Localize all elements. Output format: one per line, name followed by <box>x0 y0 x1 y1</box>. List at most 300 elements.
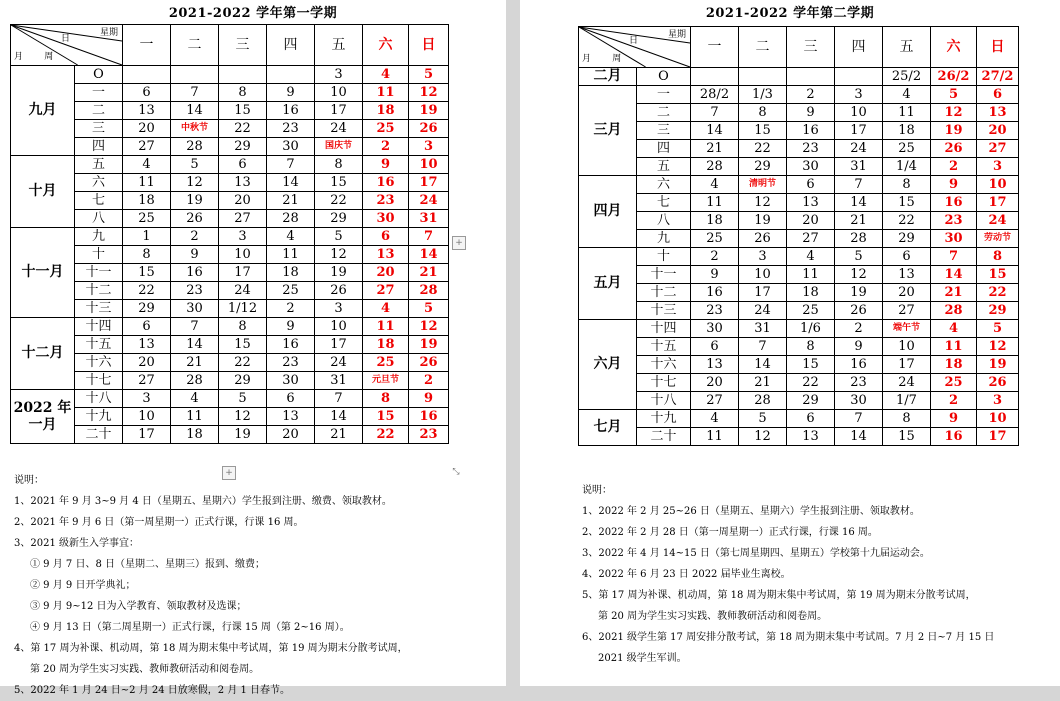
note-line: 4、第 17 周为补课、机动周，第 18 周为期末集中考试周，第 19 周为期末分散考试周， <box>14 643 408 654</box>
table-row <box>579 302 1019 320</box>
day-cell: 20 <box>977 122 1019 140</box>
weekday-header: 一 <box>123 25 171 66</box>
calendar-table <box>10 24 449 444</box>
day-cell: 26 <box>739 230 787 248</box>
day-cell: 2 <box>691 248 739 266</box>
day-cell: 15 <box>883 428 931 446</box>
weekday-header: 二 <box>739 27 787 68</box>
table-row <box>579 104 1019 122</box>
week-number: 一 <box>637 86 691 104</box>
day-cell: 28 <box>409 282 449 300</box>
day-cell: 25 <box>691 230 739 248</box>
day-cell: 18 <box>787 284 835 302</box>
day-cell: 27 <box>123 372 171 390</box>
table-row <box>11 354 449 372</box>
holiday-cell: 清明节 <box>739 176 787 194</box>
note-line: 6、2021 级学生第 17 周安排分散考试，第 18 周为期末集中考试周。7 月 2 日~7 月 15 日 <box>582 632 995 643</box>
day-cell: 30 <box>835 392 883 410</box>
day-cell: 12 <box>977 338 1019 356</box>
day-cell: 30 <box>931 230 977 248</box>
note-line: 1、2022 年 2 月 25~26 日（星期五、星期六）学生报到注册、领取教材。 <box>582 506 920 517</box>
day-cell: 4 <box>691 410 739 428</box>
day-cell: 19 <box>835 284 883 302</box>
day-cell: 7 <box>931 248 977 266</box>
day-cell: 15 <box>219 102 267 120</box>
table-row <box>11 246 449 264</box>
day-cell: 26 <box>931 140 977 158</box>
day-cell: 25 <box>787 302 835 320</box>
day-cell <box>267 66 315 84</box>
day-cell: 9 <box>267 84 315 102</box>
holiday-cell: 劳动节 <box>977 230 1019 248</box>
week-number: 二 <box>637 104 691 122</box>
week-number: 八 <box>637 212 691 230</box>
day-cell: 20 <box>219 192 267 210</box>
day-cell: 9 <box>363 156 409 174</box>
day-cell: 13 <box>219 174 267 192</box>
day-cell: 17 <box>835 122 883 140</box>
header-row <box>11 25 449 66</box>
corner-weekday-label: 星期 <box>99 28 118 38</box>
day-cell: 3 <box>315 300 363 318</box>
day-cell: 2 <box>787 86 835 104</box>
day-cell: 19 <box>315 264 363 282</box>
day-cell: 18 <box>363 336 409 354</box>
week-number: 四 <box>637 140 691 158</box>
day-cell: 5 <box>977 320 1019 338</box>
day-cell: 6 <box>787 410 835 428</box>
day-cell: 13 <box>787 194 835 212</box>
day-cell: 4 <box>171 390 219 408</box>
day-cell: 8 <box>315 156 363 174</box>
note-line: 说明： <box>582 485 612 496</box>
table-row <box>11 84 449 102</box>
day-cell: 24 <box>315 120 363 138</box>
table-row <box>11 408 449 426</box>
week-number: 十八 <box>75 390 123 408</box>
day-cell: 12 <box>739 428 787 446</box>
day-cell: 14 <box>931 266 977 284</box>
day-cell: 6 <box>123 318 171 336</box>
note-line: 2、2021 年 9 月 6 日（第一周星期一）正式行课，行课 16 周。 <box>14 517 304 528</box>
day-cell: 26 <box>171 210 219 228</box>
week-number: 十四 <box>637 320 691 338</box>
table-row <box>11 264 449 282</box>
day-cell: 18 <box>363 102 409 120</box>
day-cell: 21 <box>315 426 363 444</box>
day-cell: 27 <box>883 302 931 320</box>
day-cell: 25 <box>363 354 409 372</box>
month-label: 三月 <box>579 86 637 176</box>
day-cell: 11 <box>363 84 409 102</box>
week-number: 十九 <box>75 408 123 426</box>
day-cell: 16 <box>787 122 835 140</box>
day-cell: 10 <box>883 338 931 356</box>
day-cell: 11 <box>691 194 739 212</box>
day-cell <box>219 66 267 84</box>
week-number: 十一 <box>637 266 691 284</box>
day-cell: 20 <box>883 284 931 302</box>
day-cell: 17 <box>409 174 449 192</box>
day-cell: 19 <box>409 336 449 354</box>
day-cell: 28 <box>931 302 977 320</box>
week-number: 九 <box>75 228 123 246</box>
day-cell: 3 <box>739 248 787 266</box>
day-cell: 2 <box>931 158 977 176</box>
day-cell: 25 <box>931 374 977 392</box>
day-cell: 15 <box>977 266 1019 284</box>
week-number: 十九 <box>637 410 691 428</box>
day-cell: 7 <box>691 104 739 122</box>
add-row-handle-icon[interactable]: + <box>222 466 236 480</box>
day-cell: 4 <box>363 66 409 84</box>
week-number: 三 <box>637 122 691 140</box>
semester-title: 2021-2022 学年第一学期 <box>168 6 338 21</box>
day-cell: 13 <box>123 336 171 354</box>
table-row <box>579 410 1019 428</box>
day-cell: 17 <box>315 102 363 120</box>
day-cell: 7 <box>171 318 219 336</box>
day-cell: 2 <box>171 228 219 246</box>
day-cell: 3 <box>123 390 171 408</box>
day-cell: 14 <box>315 408 363 426</box>
month-label: 十二月 <box>11 318 75 390</box>
day-cell: 2 <box>835 320 883 338</box>
weekday-header: 一 <box>691 27 739 68</box>
day-cell: 13 <box>883 266 931 284</box>
day-cell: 14 <box>171 336 219 354</box>
day-cell: 29 <box>123 300 171 318</box>
note-line: 2、2022 年 2 月 28 日（第一周星期一）正式行课，行课 16 周。 <box>582 527 878 538</box>
page-left <box>0 0 506 696</box>
day-cell: 27 <box>787 230 835 248</box>
day-cell: 6 <box>267 390 315 408</box>
table-row <box>579 122 1019 140</box>
add-column-handle-icon[interactable]: + <box>452 236 466 250</box>
weekday-header: 四 <box>267 25 315 66</box>
day-cell: 10 <box>739 266 787 284</box>
day-cell: 18 <box>171 426 219 444</box>
day-cell: 6 <box>787 176 835 194</box>
day-cell: 13 <box>787 428 835 446</box>
day-cell: 18 <box>123 192 171 210</box>
day-cell: 15 <box>787 356 835 374</box>
day-cell: 25/2 <box>883 68 931 86</box>
corner-weekday-label: 星期 <box>667 30 686 40</box>
day-cell: 31 <box>315 372 363 390</box>
day-cell: 2 <box>931 392 977 410</box>
day-cell: 1/7 <box>883 392 931 410</box>
week-number: 十二 <box>637 284 691 302</box>
day-cell: 24 <box>977 212 1019 230</box>
note-line: 5、第 17 周为补课、机动周，第 18 周为期末集中考试周，第 19 周为期末分散考试周， <box>582 590 976 601</box>
day-cell: 15 <box>739 122 787 140</box>
day-cell: 11 <box>931 338 977 356</box>
day-cell: 29 <box>977 302 1019 320</box>
day-cell: 26 <box>409 354 449 372</box>
day-cell: 19 <box>739 212 787 230</box>
day-cell: 14 <box>691 122 739 140</box>
week-number: 九 <box>637 230 691 248</box>
day-cell: 15 <box>363 408 409 426</box>
day-cell: 15 <box>315 174 363 192</box>
day-cell: 8 <box>363 390 409 408</box>
day-cell: 4 <box>267 228 315 246</box>
note-line: 3、2022 年 4 月 14~15 日（第七周星期四、星期五）学校第十九届运动会。 <box>582 548 930 559</box>
day-cell: 22 <box>363 426 409 444</box>
table-row <box>11 228 449 246</box>
day-cell: 26 <box>977 374 1019 392</box>
day-cell: 29 <box>883 230 931 248</box>
day-cell: 27 <box>691 392 739 410</box>
day-cell: 24 <box>409 192 449 210</box>
table-row <box>579 320 1019 338</box>
day-cell: 22 <box>123 282 171 300</box>
day-cell: 20 <box>787 212 835 230</box>
week-number: 十三 <box>637 302 691 320</box>
day-cell: 7 <box>739 338 787 356</box>
day-cell: 17 <box>123 426 171 444</box>
day-cell: 8 <box>787 338 835 356</box>
day-cell: 7 <box>315 390 363 408</box>
day-cell: 17 <box>315 336 363 354</box>
day-cell: 11 <box>267 246 315 264</box>
day-cell: 14 <box>835 428 883 446</box>
week-number: 十 <box>75 246 123 264</box>
day-cell: 29 <box>315 210 363 228</box>
day-cell: 13 <box>123 102 171 120</box>
day-cell: 10 <box>315 318 363 336</box>
day-cell: 11 <box>883 104 931 122</box>
day-cell: 23 <box>267 120 315 138</box>
table-row <box>11 390 449 408</box>
day-cell: 20 <box>363 264 409 282</box>
day-cell: 5 <box>409 300 449 318</box>
day-cell: 9 <box>931 410 977 428</box>
day-cell: 31 <box>835 158 883 176</box>
week-number: 十六 <box>75 354 123 372</box>
table-row <box>11 156 449 174</box>
day-cell: 15 <box>123 264 171 282</box>
day-cell <box>787 68 835 86</box>
week-number: 十五 <box>75 336 123 354</box>
day-cell: 1/12 <box>219 300 267 318</box>
day-cell: 22 <box>787 374 835 392</box>
day-cell: 20 <box>123 120 171 138</box>
day-cell: 26 <box>315 282 363 300</box>
day-cell: 27 <box>123 138 171 156</box>
week-number: 十四 <box>75 318 123 336</box>
note-line: ③ 9 月 9~12 日为入学教育、领取教材及选课； <box>30 601 247 612</box>
day-cell: 14 <box>835 194 883 212</box>
table-row <box>11 120 449 138</box>
table-row <box>579 176 1019 194</box>
week-number: 二十 <box>637 428 691 446</box>
note-line: ① 9 月 7 日、8 日（星期二、星期三）报到、缴费； <box>30 559 265 570</box>
table-row <box>579 392 1019 410</box>
day-cell: 5 <box>315 228 363 246</box>
day-cell: 12 <box>409 318 449 336</box>
table-row <box>579 158 1019 176</box>
table-row <box>11 372 449 390</box>
table-row <box>579 284 1019 302</box>
day-cell: 23 <box>835 374 883 392</box>
day-cell: 22 <box>219 354 267 372</box>
day-cell: 15 <box>883 194 931 212</box>
day-cell: 26/2 <box>931 68 977 86</box>
table-row <box>11 426 449 444</box>
table-row <box>579 374 1019 392</box>
day-cell: 10 <box>219 246 267 264</box>
table-row <box>11 336 449 354</box>
weekday-header: 日 <box>409 25 449 66</box>
day-cell: 11 <box>171 408 219 426</box>
day-cell: 17 <box>977 428 1019 446</box>
week-number: 二 <box>75 102 123 120</box>
holiday-cell: 国庆节 <box>315 138 363 156</box>
day-cell: 24 <box>835 140 883 158</box>
day-cell: 22 <box>219 120 267 138</box>
day-cell: 28 <box>739 392 787 410</box>
day-cell: 8 <box>977 248 1019 266</box>
day-cell: 13 <box>363 246 409 264</box>
week-number: 七 <box>637 194 691 212</box>
day-cell: 9 <box>267 318 315 336</box>
holiday-cell: 中秋节 <box>171 120 219 138</box>
holiday-cell: 端午节 <box>883 320 931 338</box>
month-label: 五月 <box>579 248 637 320</box>
day-cell: 1/4 <box>883 158 931 176</box>
note-line: 5、2022 年 1 月 24 日~2 月 24 日放寒假，2 月 1 日春节。 <box>14 685 291 696</box>
note-line: 2021 级学生军训。 <box>598 653 687 664</box>
day-cell: 4 <box>123 156 171 174</box>
day-cell: 2 <box>409 372 449 390</box>
day-cell: 7 <box>835 410 883 428</box>
day-cell: 6 <box>363 228 409 246</box>
day-cell: 16 <box>835 356 883 374</box>
day-cell: 10 <box>123 408 171 426</box>
day-cell: 11 <box>787 266 835 284</box>
day-cell: 11 <box>691 428 739 446</box>
day-cell: 21 <box>171 354 219 372</box>
day-cell: 14 <box>267 174 315 192</box>
day-cell: 30 <box>267 138 315 156</box>
table-row <box>579 428 1019 446</box>
week-number: 十二 <box>75 282 123 300</box>
table-row <box>11 66 449 84</box>
table-row <box>579 68 1019 86</box>
table-row <box>579 356 1019 374</box>
week-number: 六 <box>75 174 123 192</box>
day-cell: 1/6 <box>787 320 835 338</box>
note-line: 1、2021 年 9 月 3~9 月 4 日（星期五、星期六）学生报到注册、缴费、领取教材。 <box>14 496 392 507</box>
header-row <box>579 27 1019 68</box>
table-resize-handle-icon[interactable]: ⤡ <box>452 467 460 477</box>
day-cell: 17 <box>739 284 787 302</box>
day-cell: 30 <box>691 320 739 338</box>
day-cell: 6 <box>977 86 1019 104</box>
day-cell: 27 <box>363 282 409 300</box>
month-label: 2022 年一月 <box>11 390 75 444</box>
day-cell: 19 <box>171 192 219 210</box>
day-cell: 18 <box>267 264 315 282</box>
day-cell: 7 <box>267 156 315 174</box>
day-cell: 26 <box>409 120 449 138</box>
weekday-header: 二 <box>171 25 219 66</box>
corner-day-label: 日 <box>628 36 638 46</box>
day-cell: 11 <box>123 174 171 192</box>
day-cell: 13 <box>267 408 315 426</box>
day-cell: 20 <box>123 354 171 372</box>
week-number: O <box>75 66 123 84</box>
day-cell: 26 <box>835 302 883 320</box>
week-number: 四 <box>75 138 123 156</box>
semester-title: 2021-2022 学年第二学期 <box>705 6 875 21</box>
day-cell: 9 <box>409 390 449 408</box>
page-right <box>520 0 1060 686</box>
table-row <box>11 174 449 192</box>
table-row <box>579 86 1019 104</box>
day-cell <box>123 66 171 84</box>
day-cell: 22 <box>315 192 363 210</box>
day-cell: 8 <box>883 176 931 194</box>
note-line: 4、2022 年 6 月 23 日 2022 届毕业生离校。 <box>582 569 791 580</box>
day-cell: 23 <box>691 302 739 320</box>
day-cell: 9 <box>691 266 739 284</box>
table-row <box>11 300 449 318</box>
day-cell: 23 <box>171 282 219 300</box>
day-cell: 28 <box>171 138 219 156</box>
day-cell: 20 <box>691 374 739 392</box>
day-cell: 21 <box>835 212 883 230</box>
day-cell: 14 <box>171 102 219 120</box>
table-row <box>11 138 449 156</box>
day-cell: 16 <box>267 102 315 120</box>
day-cell: 12 <box>835 266 883 284</box>
day-cell: 9 <box>931 176 977 194</box>
note-line: 第 20 周为学生实习实践、教师教研活动和阅卷周。 <box>30 664 260 675</box>
day-cell: 10 <box>977 410 1019 428</box>
day-cell: 6 <box>691 338 739 356</box>
week-number: 十 <box>637 248 691 266</box>
day-cell: 25 <box>883 140 931 158</box>
day-cell: 4 <box>363 300 409 318</box>
day-cell: 6 <box>883 248 931 266</box>
day-cell: 27 <box>219 210 267 228</box>
day-cell: 14 <box>409 246 449 264</box>
day-cell <box>739 68 787 86</box>
day-cell: 16 <box>409 408 449 426</box>
day-cell: 16 <box>931 194 977 212</box>
day-cell: 10 <box>835 104 883 122</box>
notes-section <box>14 470 408 701</box>
week-number: 三 <box>75 120 123 138</box>
day-cell: 30 <box>787 158 835 176</box>
table-row <box>11 318 449 336</box>
day-cell: 22 <box>883 212 931 230</box>
day-cell: 28 <box>267 210 315 228</box>
day-cell: 23 <box>931 212 977 230</box>
day-cell: 3 <box>977 158 1019 176</box>
day-cell: 16 <box>931 428 977 446</box>
day-cell: 16 <box>267 336 315 354</box>
day-cell: 19 <box>977 356 1019 374</box>
table-row <box>11 102 449 120</box>
day-cell: 3 <box>835 86 883 104</box>
day-cell <box>691 68 739 86</box>
day-cell: 4 <box>787 248 835 266</box>
table-row <box>11 210 449 228</box>
